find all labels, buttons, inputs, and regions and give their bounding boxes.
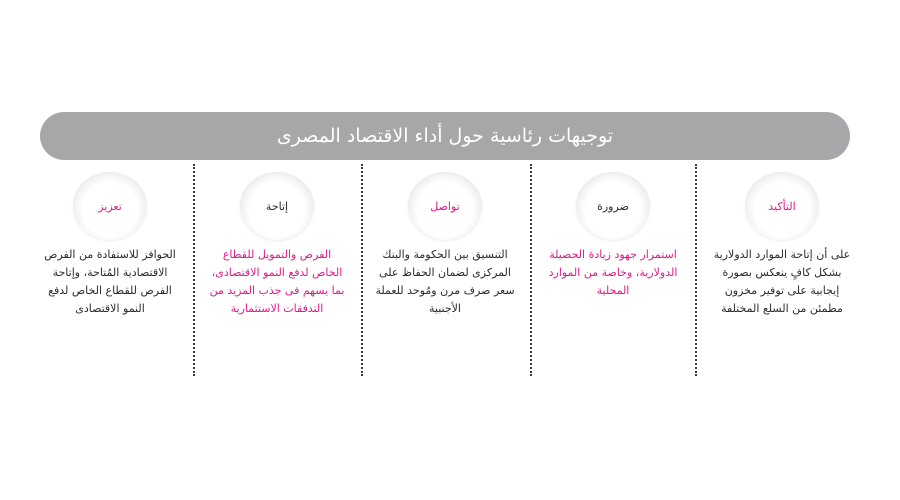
column-divider (361, 164, 363, 376)
directive-heading: تعزيز (98, 199, 122, 213)
infographic-title: توجيهات رئاسية حول أداء الاقتصاد المصرى (276, 125, 614, 147)
directive-heading: إتاحة (265, 199, 289, 213)
directive-circle-badge (745, 172, 819, 240)
directive-circle-badge (240, 172, 314, 240)
directive-text: التنسيق بين الحكومة والبنك المركزى لضمان الحفاظ على سعر صرف مرن ومُوحد للعملة الأجنبية (375, 248, 515, 315)
directive-circle-badge (576, 172, 650, 240)
column-divider (193, 164, 195, 376)
directive-text: الفرص والتمويل للقطاع الخاص لدفع النمو الاقتصادى، بما يسهم فى جذب المزيد من التدفقات الاستثمارية (209, 248, 345, 315)
column-divider (695, 164, 697, 376)
directive-heading: تواصل (430, 199, 460, 213)
directive-heading: ضرورة (597, 199, 629, 213)
infographic-title-banner (40, 112, 850, 160)
directive-circle-badge (408, 172, 482, 240)
directive-text: الحوافز للاستفادة من الفرص الاقتصادية المُتاحة، وإتاحة الفرص للقطاع الخاص لدفع النمو الاقتصادى (44, 248, 176, 315)
directive-text: استمرار جهود زيادة الحصيلة الدولارية، وخاصة من الموارد المحلية (548, 248, 678, 297)
directive-circle-badge (73, 172, 147, 240)
directive-heading: التأكيد (768, 199, 796, 213)
column-divider (530, 164, 532, 376)
directive-text: على أن إتاحة الموارد الدولارية بشكل كافٍ ينعكس بصورة إيجابية على توفير مخزون مطمئن من السلع المختلفة (713, 248, 851, 315)
